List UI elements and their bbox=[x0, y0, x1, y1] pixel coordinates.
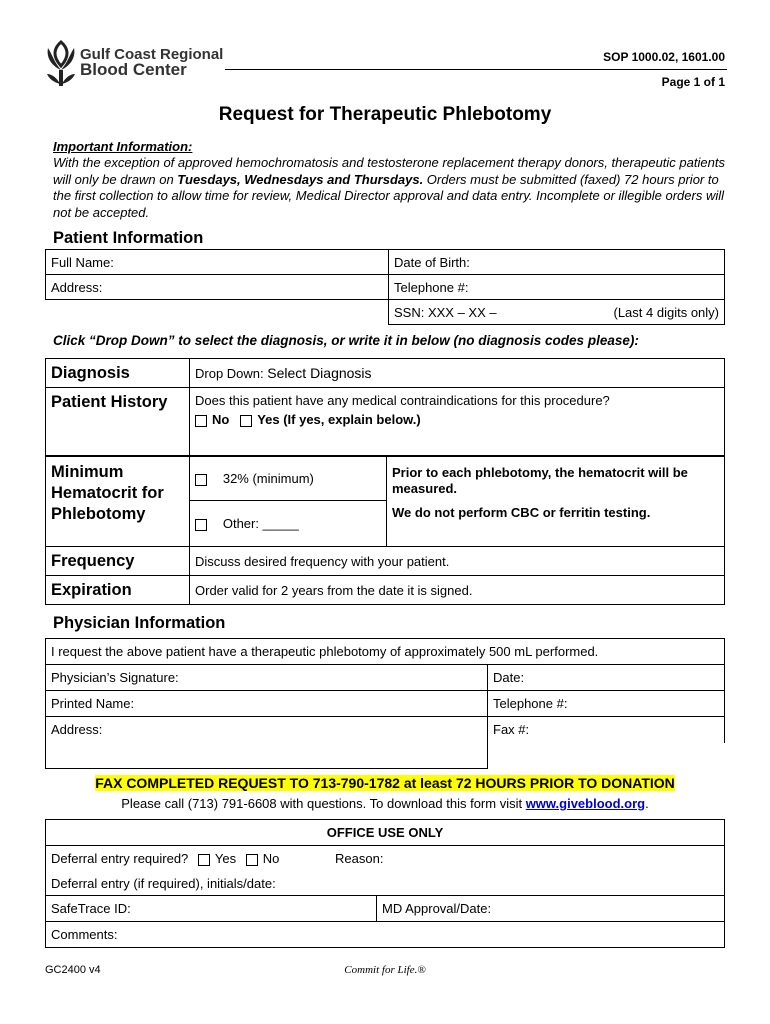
hematocrit-other-checkbox[interactable] bbox=[195, 519, 207, 531]
physician-address-field[interactable]: Address: bbox=[46, 717, 488, 743]
telephone-field[interactable]: Telephone #: bbox=[389, 275, 725, 300]
page-number: Page 1 of 1 bbox=[661, 75, 725, 89]
physician-date-field[interactable]: Date: bbox=[488, 665, 725, 691]
deferral-yes-label: Yes bbox=[214, 851, 237, 867]
hematocrit-32-label: 32% (minimum) bbox=[222, 471, 314, 486]
ssn-label: SSN: XXX – XX – bbox=[394, 304, 497, 320]
diagnosis-dropdown-cell bbox=[190, 359, 725, 388]
history-question: Does this patient have any medical contraindications for this procedure? bbox=[195, 393, 610, 408]
important-text-part1: With the exception of approved hemochromatosis and testosterone replacement therapy donors, therapeutic patients will only be drawn on bbox=[53, 155, 725, 187]
patient-history-cell bbox=[190, 388, 725, 456]
comments-field[interactable]: Comments: bbox=[46, 922, 725, 948]
deferral-label: Deferral entry required? bbox=[51, 851, 189, 867]
reason-label[interactable]: Reason: bbox=[335, 851, 384, 867]
full-name-field[interactable]: Full Name: bbox=[46, 250, 389, 275]
hematocrit-note1: Prior to each phlebotomy, the hematocrit will be measured. bbox=[392, 465, 688, 496]
logo-line2: Blood Center bbox=[80, 60, 187, 79]
sop-number: SOP 1000.02, 1601.00 bbox=[603, 50, 725, 64]
hematocrit-notes bbox=[387, 457, 725, 547]
giveblood-link[interactable]: www.giveblood.org bbox=[525, 796, 646, 811]
history-yes-checkbox[interactable] bbox=[240, 415, 252, 427]
footer-tagline: Commit for Life.® bbox=[344, 964, 426, 976]
important-text bbox=[53, 155, 733, 221]
fax-notice-text: FAX COMPLETED REQUEST TO 713-790-1782 at least 72 HOURS PRIOR TO DONATION bbox=[95, 775, 675, 791]
blank-cell bbox=[46, 300, 389, 325]
important-heading: Important Information: bbox=[53, 139, 193, 154]
logo bbox=[44, 40, 224, 90]
patient-history-label: Patient History bbox=[46, 388, 190, 456]
diagnosis-label: Diagnosis bbox=[46, 359, 190, 388]
hematocrit-table bbox=[45, 456, 725, 547]
physician-signature-field[interactable]: Physician’s Signature: bbox=[46, 665, 488, 691]
expiration-text: Order valid for 2 years from the date it is signed. bbox=[190, 576, 725, 605]
form-title: Request for Therapeutic Phlebotomy bbox=[218, 104, 552, 125]
physician-telephone-field[interactable]: Telephone #: bbox=[488, 691, 725, 717]
history-no-label: No bbox=[212, 412, 230, 427]
hematocrit-opt1-cell bbox=[190, 457, 387, 501]
history-no-checkbox[interactable] bbox=[195, 415, 207, 427]
diagnosis-dropdown[interactable]: Select Diagnosis bbox=[267, 365, 372, 381]
hematocrit-opt2-cell bbox=[190, 501, 387, 547]
physician-info-heading: Physician Information bbox=[53, 614, 226, 632]
hematocrit-32-checkbox[interactable] bbox=[195, 474, 207, 486]
frequency-table bbox=[45, 546, 725, 605]
diagnosis-table bbox=[45, 358, 725, 456]
printed-name-field[interactable]: Printed Name: bbox=[46, 691, 488, 717]
call-notice bbox=[0, 796, 770, 811]
ssn-note: (Last 4 digits only) bbox=[613, 304, 719, 320]
logo-tulip-icon bbox=[44, 40, 78, 88]
physician-address-line2[interactable] bbox=[46, 743, 488, 769]
logo-line1: Gulf Coast Regional bbox=[80, 46, 224, 63]
blank-cell bbox=[488, 743, 725, 769]
patient-info-table bbox=[45, 249, 725, 325]
hematocrit-label: Minimum Hematocrit for Phlebotomy bbox=[46, 457, 190, 547]
frequency-label: Frequency bbox=[46, 547, 190, 576]
patient-info-heading: Patient Information bbox=[53, 229, 204, 247]
deferral-row bbox=[46, 846, 725, 872]
office-use-table bbox=[45, 819, 725, 948]
header-divider bbox=[225, 69, 727, 70]
hematocrit-other-label[interactable]: Other: _____ bbox=[222, 516, 299, 531]
md-approval-field[interactable]: MD Approval/Date: bbox=[377, 896, 725, 922]
history-yes-label: Yes (If yes, explain below.) bbox=[257, 412, 421, 427]
ssn-field[interactable] bbox=[389, 300, 725, 325]
safetrace-id-field[interactable]: SafeTrace ID: bbox=[46, 896, 377, 922]
deferral-no-label: No bbox=[262, 851, 280, 867]
deferral-yes-checkbox[interactable] bbox=[198, 854, 210, 866]
fax-notice bbox=[0, 775, 770, 791]
physician-fax-field[interactable]: Fax #: bbox=[488, 717, 725, 743]
call-text: Please call (713) 791-6608 with questions. To download this form visit bbox=[121, 796, 526, 811]
dropdown-label: Drop Down: bbox=[195, 366, 264, 381]
physician-info-table bbox=[45, 638, 725, 769]
hematocrit-note2: We do not perform CBC or ferritin testing. bbox=[392, 505, 651, 520]
diagnosis-instruction: Click “Drop Down” to select the diagnosis, or write it in below (no diagnosis codes please): bbox=[53, 333, 639, 348]
deferral-no-checkbox[interactable] bbox=[246, 854, 258, 866]
frequency-text: Discuss desired frequency with your patient. bbox=[190, 547, 725, 576]
important-days: Tuesdays, Wednesdays and Thursdays. bbox=[177, 171, 424, 187]
expiration-label: Expiration bbox=[46, 576, 190, 605]
physician-request-text: I request the above patient have a therapeutic phlebotomy of approximately 500 mL performed. bbox=[46, 639, 725, 665]
address-field[interactable]: Address: bbox=[46, 275, 389, 300]
dob-field[interactable]: Date of Birth: bbox=[389, 250, 725, 275]
call-end: . bbox=[645, 796, 649, 811]
form-code: GC2400 v4 bbox=[45, 964, 101, 976]
office-use-heading: OFFICE USE ONLY bbox=[46, 820, 725, 846]
deferral-initials-field[interactable]: Deferral entry (if required), initials/date: bbox=[46, 872, 725, 896]
important-text-part2: Orders must be submitted (faxed) 72 hours prior to the first collection to allow time for review, Medical Director approval and data entry. Incomplete or illegible orders will not be accepted. bbox=[53, 171, 724, 220]
